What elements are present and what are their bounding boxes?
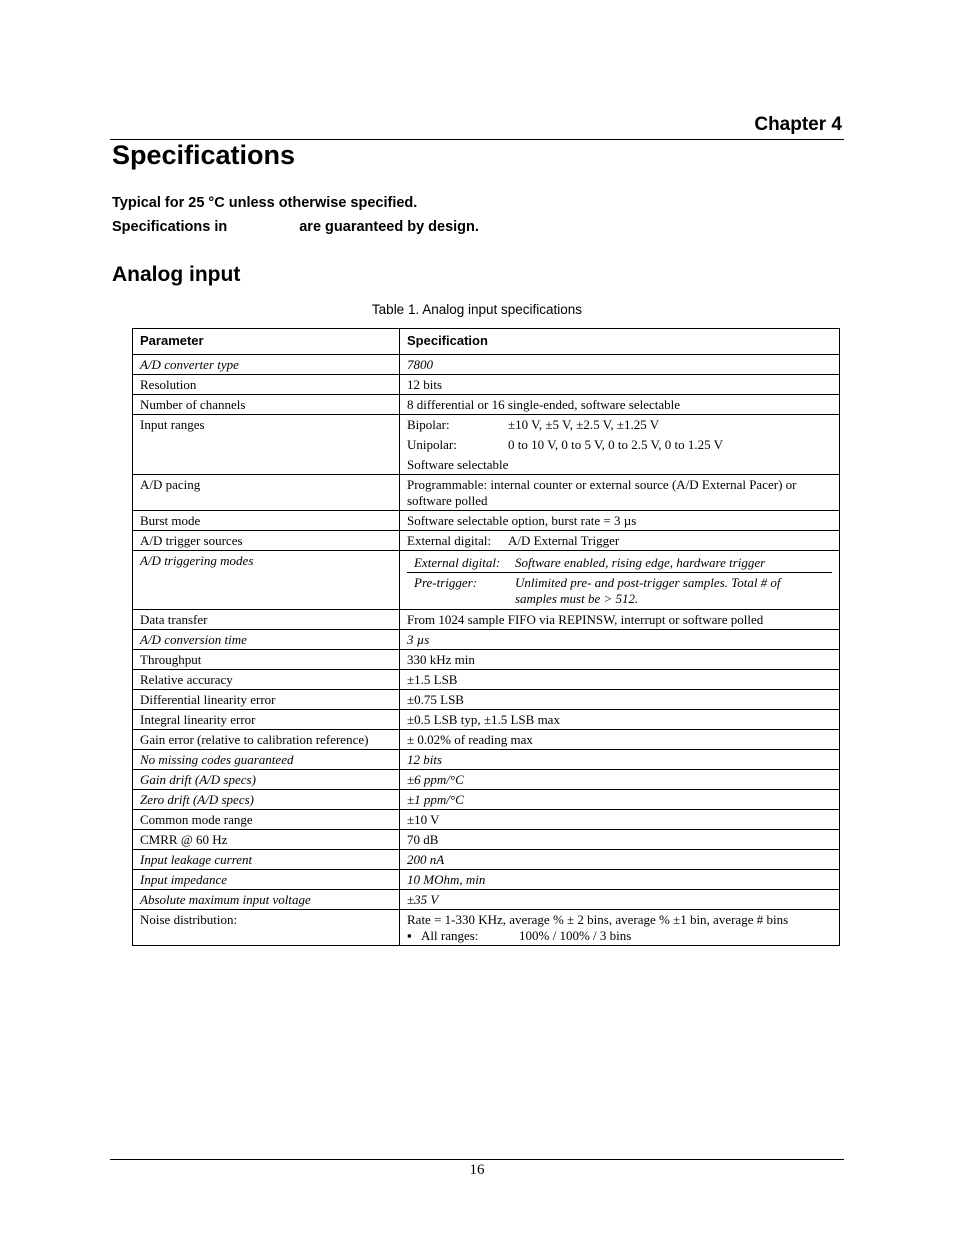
range-value: 0 to 10 V, 0 to 5 V, 0 to 2.5 V, 0 to 1.25 V — [508, 437, 724, 452]
param-cell: Throughput — [133, 650, 400, 670]
spec-cell — [400, 415, 840, 475]
param-cell: A/D triggering modes — [133, 551, 400, 610]
param-cell: No missing codes guaranteed — [133, 750, 400, 770]
spec-cell: Software selectable option, burst rate = 3 µs — [400, 511, 840, 531]
table-row — [133, 830, 840, 850]
trigger-source-value: A/D External Trigger — [508, 533, 620, 548]
header-specification: Specification — [400, 329, 840, 355]
table-row — [133, 870, 840, 890]
section-title: Analog input — [112, 263, 241, 286]
design-note-pre: Specifications in — [112, 219, 228, 235]
table-row — [133, 395, 840, 415]
table-row — [133, 790, 840, 810]
param-cell: Gain drift (A/D specs) — [133, 770, 400, 790]
spec-cell: ± 0.02% of reading max — [400, 730, 840, 750]
table-row — [133, 750, 840, 770]
mode-label: Pre-trigger: — [414, 575, 478, 590]
param-cell: A/D converter type — [133, 355, 400, 375]
spec-cell: 7800 — [400, 355, 840, 375]
spec-cell: ±35 V — [400, 890, 840, 910]
range-label: Bipolar: — [407, 417, 450, 432]
spec-cell: ±10 V — [400, 810, 840, 830]
table-row — [133, 770, 840, 790]
param-cell: Input leakage current — [133, 850, 400, 870]
param-cell: A/D pacing — [133, 475, 400, 511]
bullet-label: All ranges: — [421, 928, 479, 943]
design-note — [112, 219, 479, 235]
mode-value: Software enabled, rising edge, hardware trigger — [515, 555, 766, 570]
param-cell: Data transfer — [133, 610, 400, 630]
mode-value: Unlimited pre- and post-trigger samples. Total # of samples must be > 512. — [515, 575, 781, 606]
table-row — [133, 670, 840, 690]
param-cell: Common mode range — [133, 810, 400, 830]
param-cell: Input ranges — [133, 415, 400, 475]
spec-cell: 330 kHz min — [400, 650, 840, 670]
range-value: ±10 V, ±5 V, ±2.5 V, ±1.25 V — [508, 417, 660, 432]
spec-cell: ±0.5 LSB typ, ±1.5 LSB max — [400, 710, 840, 730]
spec-cell: 70 dB — [400, 830, 840, 850]
spec-cell: ±0.75 LSB — [400, 690, 840, 710]
range-note: Software selectable — [407, 457, 509, 472]
param-cell: Zero drift (A/D specs) — [133, 790, 400, 810]
typical-note: Typical for 25 °C unless otherwise specified. — [112, 195, 418, 211]
spec-cell: 10 MOhm, min — [400, 870, 840, 890]
spec-table — [132, 328, 840, 946]
param-cell: Noise distribution: — [133, 910, 400, 946]
table-row — [133, 511, 840, 531]
page-number: 16 — [469, 1162, 485, 1178]
noise-bullet — [407, 928, 832, 944]
range-label: Unipolar: — [407, 437, 457, 452]
table-row — [133, 890, 840, 910]
spec-cell: 8 differential or 16 single-ended, software selectable — [400, 395, 840, 415]
spec-cell: 3 µs — [400, 630, 840, 650]
table-row — [133, 690, 840, 710]
table-row — [133, 730, 840, 750]
bullet-value: 100% / 100% / 3 bins — [519, 928, 632, 943]
noise-description: Rate = 1-330 KHz, average % ± 2 bins, average % ±1 bin, average # bins — [407, 912, 789, 927]
param-cell: Resolution — [133, 375, 400, 395]
param-cell: A/D conversion time — [133, 630, 400, 650]
param-cell: Differential linearity error — [133, 690, 400, 710]
mode-label: External digital: — [414, 555, 501, 570]
trigger-mode-pretrigger — [407, 572, 832, 608]
table-row — [133, 415, 840, 475]
spec-cell: ±1 ppm/°C — [400, 790, 840, 810]
spec-cell: From 1024 sample FIFO via REPINSW, interrupt or software polled — [400, 610, 840, 630]
spec-cell — [400, 910, 840, 946]
trigger-source-label: External digital: — [407, 533, 492, 548]
table-row — [133, 710, 840, 730]
table-row — [133, 375, 840, 395]
table-row — [133, 810, 840, 830]
spec-cell: 12 bits — [400, 375, 840, 395]
table-row — [133, 551, 840, 610]
design-note-post: are guaranteed by design. — [299, 219, 479, 235]
spec-cell: 12 bits — [400, 750, 840, 770]
table-row — [133, 475, 840, 511]
table-row — [133, 610, 840, 630]
table-row — [133, 630, 840, 650]
range-line-bipolar — [407, 417, 832, 433]
param-cell: CMRR @ 60 Hz — [133, 830, 400, 850]
bullet-mark: ▪ — [407, 928, 412, 943]
param-cell: Gain error (relative to calibration reference) — [133, 730, 400, 750]
param-cell: Input impedance — [133, 870, 400, 890]
param-cell: Absolute maximum input voltage — [133, 890, 400, 910]
table-header-row — [133, 329, 840, 355]
table-caption: Table 1. Analog input specifications — [371, 302, 583, 317]
spec-cell — [400, 551, 840, 610]
param-cell: Number of channels — [133, 395, 400, 415]
table-row — [133, 355, 840, 375]
table-row — [133, 650, 840, 670]
param-cell: Relative accuracy — [133, 670, 400, 690]
param-cell: Burst mode — [133, 511, 400, 531]
header-parameter: Parameter — [133, 329, 400, 355]
param-cell: A/D trigger sources — [133, 531, 400, 551]
range-line-unipolar — [407, 437, 832, 453]
spec-cell: ±6 ppm/°C — [400, 770, 840, 790]
page-title: Specifications — [112, 140, 296, 170]
spec-cell: Programmable: internal counter or external source (A/D External Pacer) or software polled — [400, 475, 840, 511]
trigger-mode-external — [407, 553, 832, 572]
spec-cell: ±1.5 LSB — [400, 670, 840, 690]
table-row — [133, 910, 840, 946]
table-row — [133, 531, 840, 551]
spec-cell — [400, 531, 840, 551]
chapter-label: Chapter 4 — [754, 114, 842, 135]
param-cell: Integral linearity error — [133, 710, 400, 730]
table-row — [133, 850, 840, 870]
spec-cell: 200 nA — [400, 850, 840, 870]
footer-rule — [110, 1159, 844, 1160]
